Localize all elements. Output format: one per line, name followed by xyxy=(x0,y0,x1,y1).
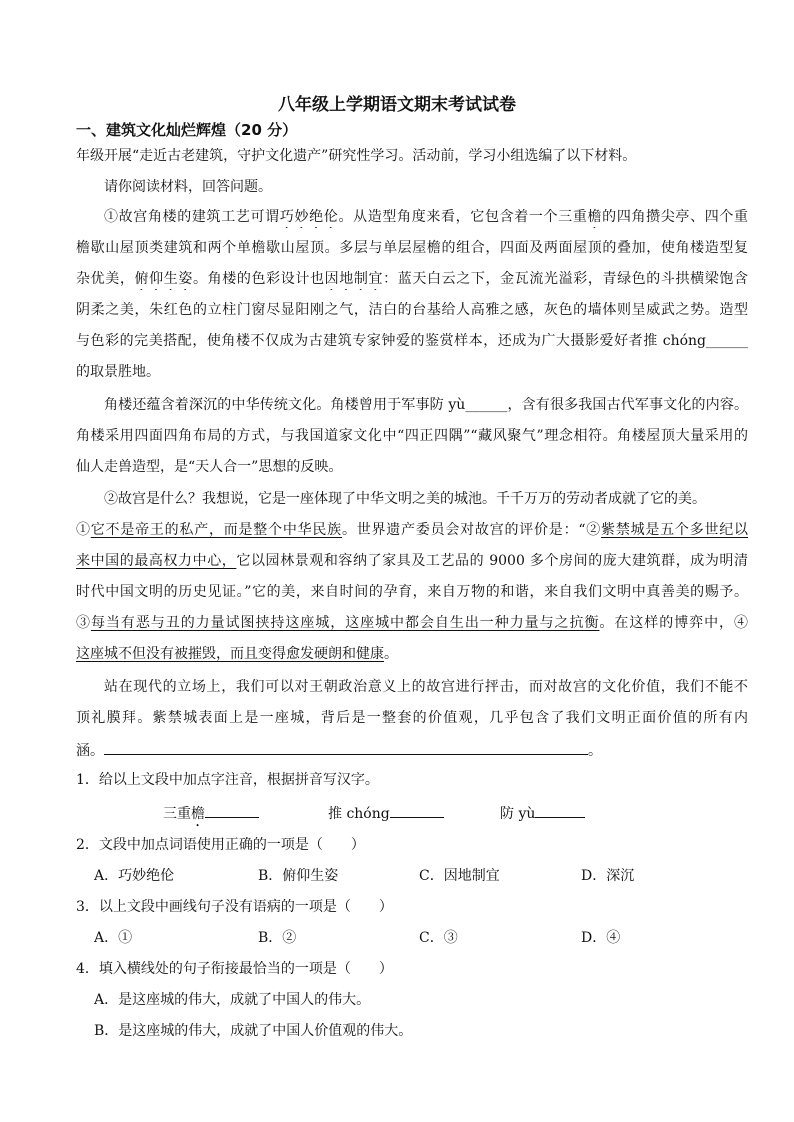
question-4-stem: 4．填入横线处的句子衔接最恰当的一项是（ ） xyxy=(76,961,393,977)
passage3-line: 来中国的最高权力中心，它以园林景观和容纳了家具及工艺品的 9000 多个房间的庞大建筑群，成为明清 xyxy=(76,553,748,569)
q4-option-a[interactable]: A．是这座城的伟大，成就了中国人的伟大。 xyxy=(94,992,371,1008)
q1-item-c: 防 yù xyxy=(500,801,585,823)
dotted-word: 俯仰生姿 xyxy=(134,271,193,287)
passage4-line: 站在现代的立场上，我们可以对王朝政治意义上的故宫进行抨击，而对故宫的文化价值，我们不能不 xyxy=(104,679,748,695)
passage3-line: ①它不是帝王的私产，而是整个中华民族。世界遗产委员会对故宫的评价是：“②紫禁城是五个多世纪以 xyxy=(76,522,748,538)
q3-option-c[interactable]: C．③ xyxy=(419,930,458,946)
passage1-line: 的取景胜地。 xyxy=(76,364,160,380)
question-3-stem: 3．以上文段中画线句子没有语病的一项是（ ） xyxy=(76,899,393,915)
passage4-line: 涵。 。 xyxy=(76,738,748,760)
q1-item-a: 三重檐 xyxy=(163,801,259,823)
q3-option-a[interactable]: A．① xyxy=(94,930,133,946)
q1-blank-b[interactable] xyxy=(390,801,444,818)
answer-blank[interactable] xyxy=(104,738,588,755)
q1-item-b: 推 chóng xyxy=(328,801,444,823)
passage2-line: 角楼采用四面四角布局的方式，与我国道家文化中“四正四隅”“藏风聚气”理念相符。角楼屋顶大量采用的 xyxy=(76,428,748,444)
q2-option-d[interactable]: D．深沉 xyxy=(581,868,635,884)
passage1-line: ①故宫角楼的建筑工艺可谓巧妙绝伦。从造型角度来看，它包含着一个三重檐的四角攒尖亭、四个重 xyxy=(104,209,748,225)
passage4-line: 顶礼膜拜。紫禁城表面上是一座城，背后是一整套的价值观，几乎包含了我们文明正面价值的所有内 xyxy=(76,710,748,726)
underlined-sentence-1: 它不是帝王的私产，而是整个中华民族 xyxy=(90,522,342,538)
passage3-line: 时代中国文明的历史见证。”它的美，来自时间的孕育，来自万物的和谐，来自我们文明中真善美的赐予。 xyxy=(76,584,748,600)
passage3-line: ③每当有恶与丑的力量试图挟持这座城，这座城中都会自生出一种力量与之抗衡。在这样的博弈中，④ xyxy=(76,615,748,631)
passage1-line: 杂优美，俯仰生姿。角楼的色彩设计也因地制宜：蓝天白云之下，金瓦流光溢彩，青绿色的斗拱横梁饱含 xyxy=(76,271,748,287)
underlined-sentence-2-cont: 来中国的最高权力中心， xyxy=(76,553,237,569)
underlined-sentence-3: 每当有恶与丑的力量试图挟持这座城，这座城中都会自生出一种力量与之抗衡 xyxy=(90,615,600,631)
passage1-line: 与色彩的完美搭配，使角楼不仅成为古建筑专家钟爱的鉴赏样本，还成为广大摄影爱好者推 chóng______ xyxy=(76,333,748,349)
underlined-sentence-4: 这座城不但没有被摧毁，而且变得愈发硬朗和健康 xyxy=(76,646,384,662)
intro-instruction: 请你阅读材料，回答问题。 xyxy=(104,179,272,195)
dotted-word: 巧妙绝伦 xyxy=(279,209,339,225)
section-heading: 一、建筑文化灿烂辉煌（20 分） xyxy=(76,121,298,139)
q1-blank-c[interactable] xyxy=(535,801,585,818)
passage1-line: 阴柔之美，朱红色的立柱门窗尽显阳刚之气，洁白的台基给人高雅之感，灰色的墙体则呈威武之势。造型 xyxy=(76,302,748,318)
passage2-line: 角楼还蕴含着深沉的中华传统文化。角楼曾用于军事防 yù______，含有很多我国古代军事文化的内容。 xyxy=(104,397,748,413)
page-title: 八年级上学期语文期末考试试卷 xyxy=(278,95,516,115)
underlined-sentence-2: 紫禁城是五个多世纪以 xyxy=(601,522,748,538)
q2-option-a[interactable]: A．巧妙绝伦 xyxy=(94,868,175,884)
passage3-line: ②故宫是什么？我想说，它是一座体现了中华文明之美的城池。千千万万的劳动者成就了它的美。 xyxy=(104,491,706,507)
q4-option-b[interactable]: B．是这座城的伟大，成就了中国人价值观的伟大。 xyxy=(94,1023,413,1039)
q3-option-b[interactable]: B．② xyxy=(258,930,297,946)
q1-blank-a[interactable] xyxy=(205,801,259,818)
question-2-stem: 2．文段中加点词语使用正确的一项是（ ） xyxy=(76,837,365,853)
q2-option-c[interactable]: C．因地制宜 xyxy=(419,868,500,884)
passage1-line: 檐歇山屋顶类建筑和两个单檐歇山屋顶。多层与单层屋檐的组合，四面及两面屋顶的叠加，使角楼造型复 xyxy=(76,240,748,256)
dotted-char: 檐 xyxy=(587,209,603,225)
dotted-word: 因地制宜 xyxy=(324,271,384,287)
question-1-stem: 1．给以上文段中加点字注音，根据拼音写汉字。 xyxy=(76,772,379,788)
q2-option-b[interactable]: B．俯仰生姿 xyxy=(258,868,339,884)
intro-line: 年级开展“走近古老建筑，守护文化遗产”研究性学习。活动前，学习小组选编了以下材料。 xyxy=(76,148,637,164)
passage3-line: 这座城不但没有被摧毁，而且变得愈发硬朗和健康。 xyxy=(76,646,398,662)
q3-option-d[interactable]: D．④ xyxy=(581,930,621,946)
passage2-line: 仙人走兽造型，是“天人合一”思想的反映。 xyxy=(76,459,343,475)
